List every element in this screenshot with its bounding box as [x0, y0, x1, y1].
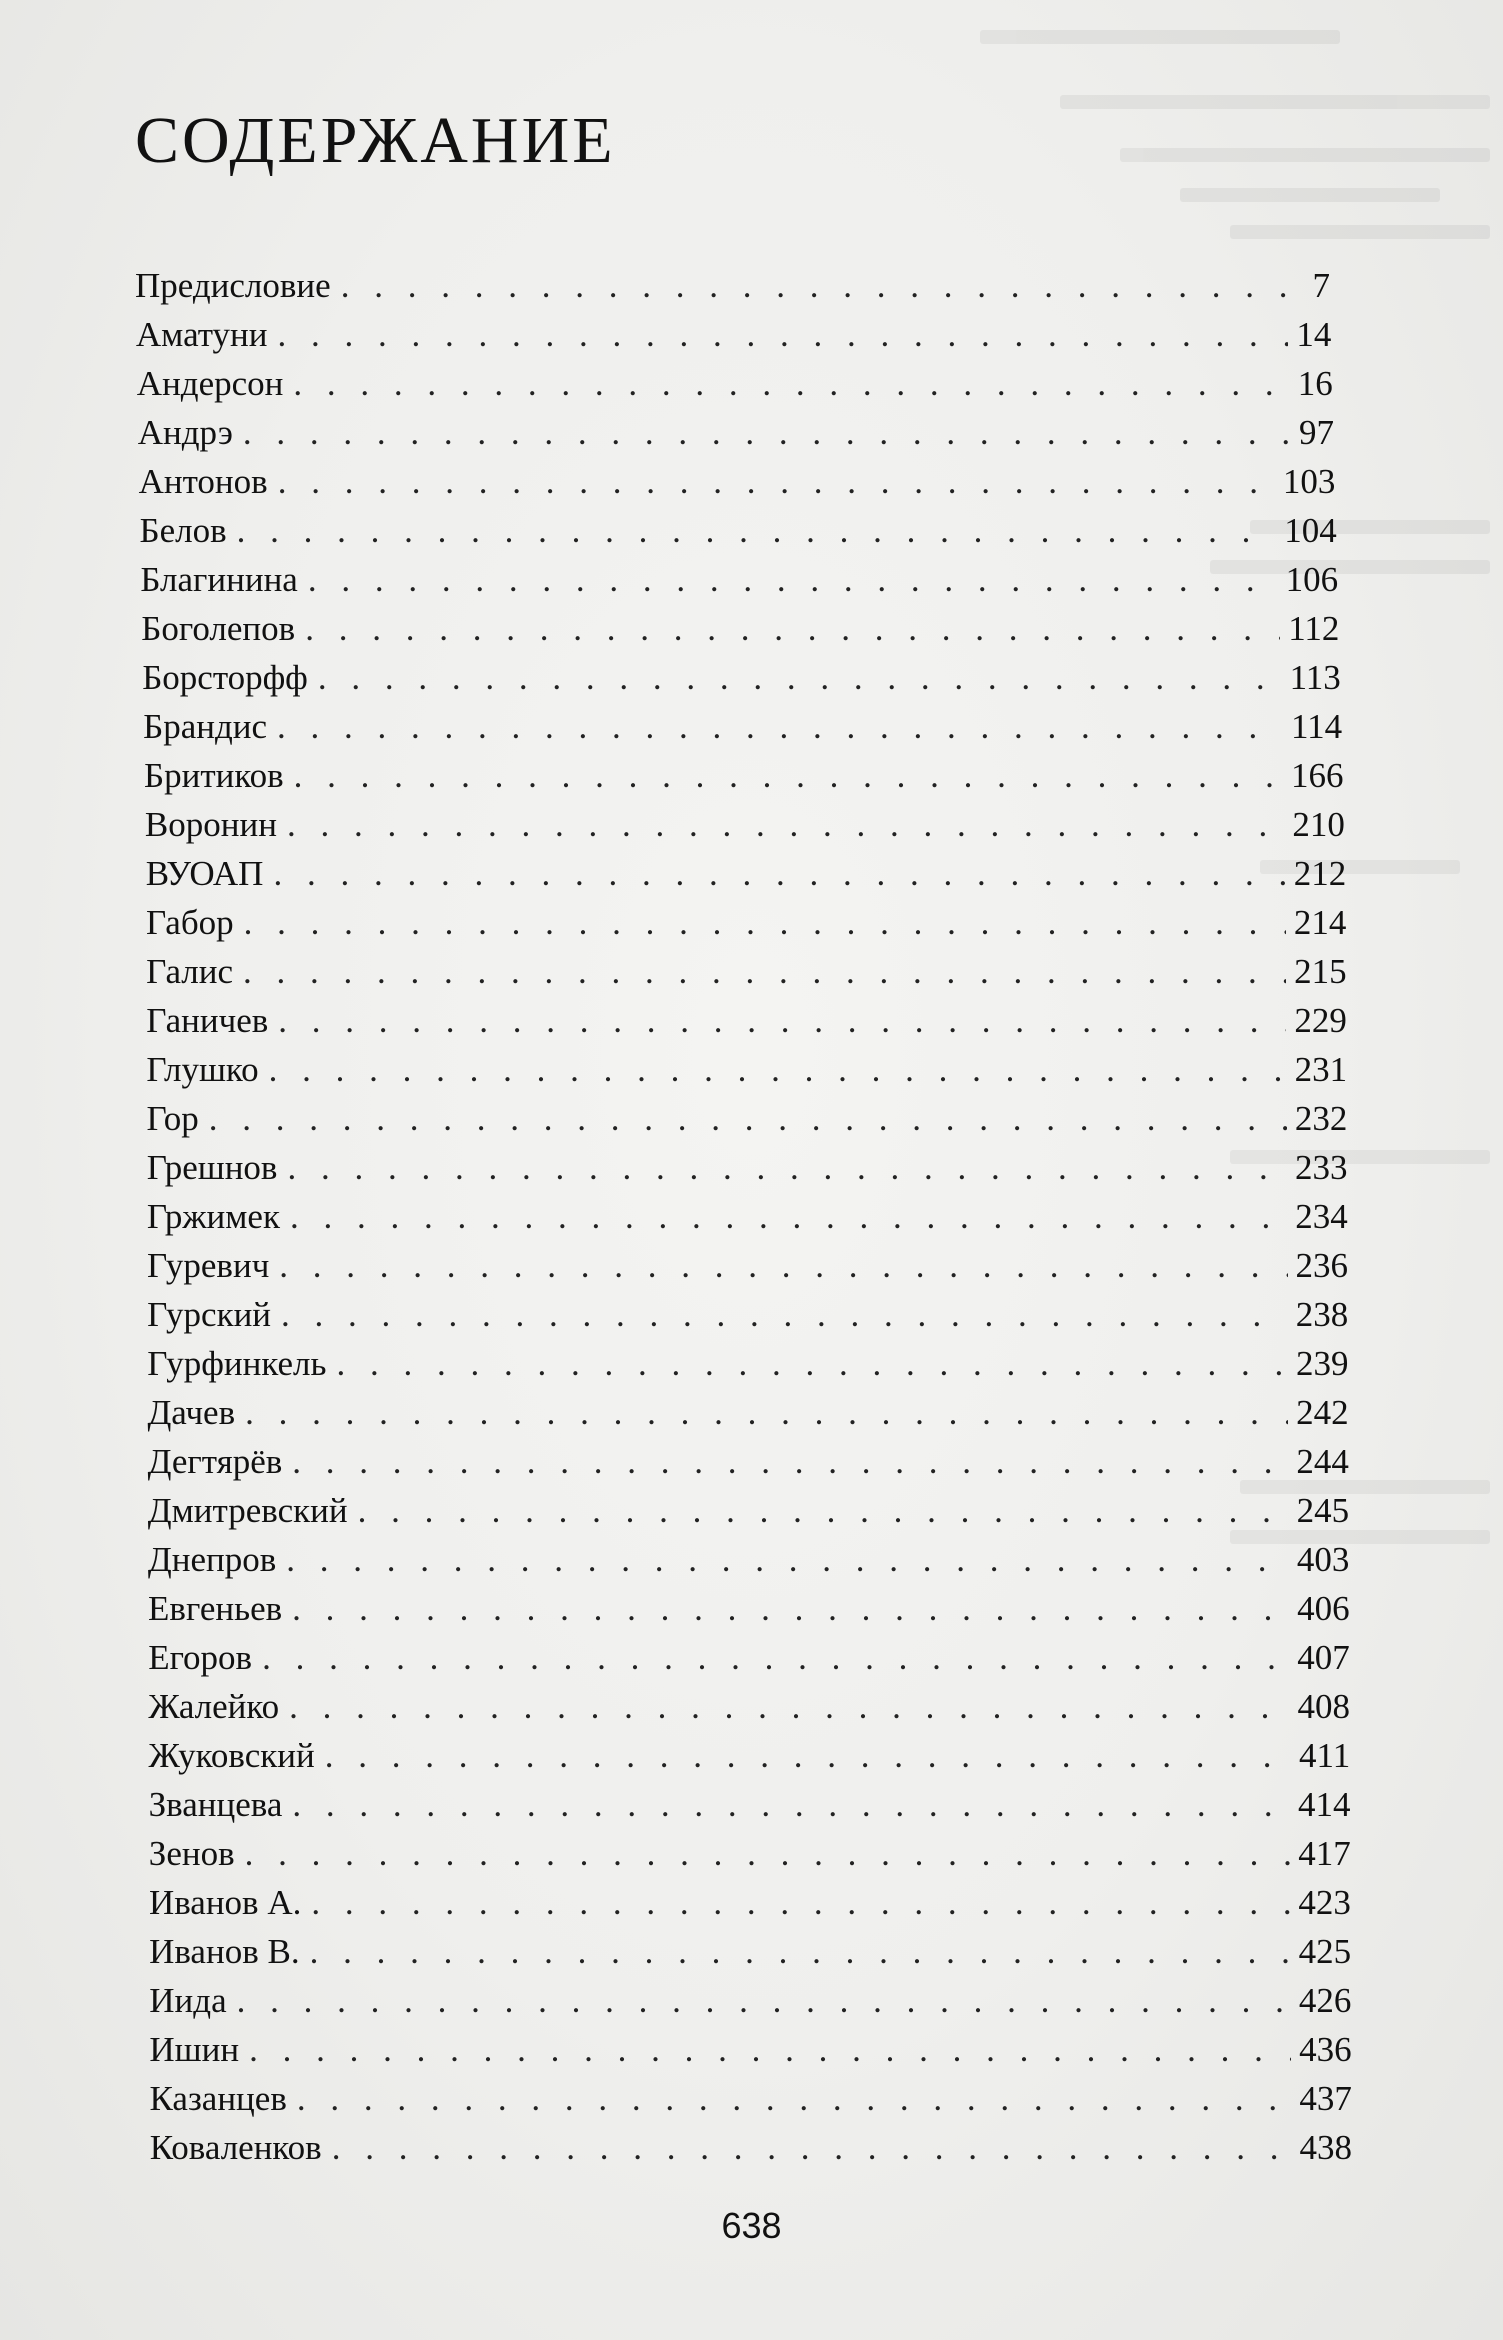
- toc-leader-dots: [237, 1977, 1291, 2025]
- toc-leader-dots: [262, 1634, 1289, 1682]
- toc-entry-page: 425: [1298, 1932, 1352, 1971]
- toc-entry: [146, 948, 1347, 996]
- toc-entry: [150, 2075, 1352, 2123]
- toc-entry-name: ВУОАП: [145, 854, 264, 893]
- toc-entry: [150, 2124, 1352, 2172]
- toc-entry-page: 238: [1295, 1295, 1349, 1334]
- toc-leader-dots: [279, 1242, 1287, 1290]
- toc-entry-name: Воронин: [144, 805, 277, 844]
- toc-entry-name: Евгеньев: [148, 1589, 283, 1628]
- toc-leader-dots: [294, 752, 1283, 800]
- toc-entry-name: Предисловие: [135, 266, 331, 305]
- toc-entry-name: Егоров: [148, 1638, 253, 1677]
- toc-entry: [147, 1291, 1348, 1339]
- toc-entry-name: Дачев: [147, 1393, 236, 1432]
- toc-entry-page: 417: [1298, 1834, 1351, 1873]
- toc-leader-dots: [243, 948, 1286, 996]
- toc-entry-name: Глушко: [146, 1050, 259, 1089]
- toc-leader-dots: [243, 409, 1291, 457]
- toc-entry: [135, 262, 1330, 310]
- toc-entry-name: Званцева: [148, 1785, 283, 1824]
- toc-entry-page: 406: [1297, 1589, 1350, 1628]
- toc-leader-dots: [209, 1095, 1287, 1143]
- toc-entry: [139, 458, 1336, 506]
- toc-entry-name: Дегтярёв: [147, 1442, 283, 1481]
- toc-entry-name: Днепров: [147, 1540, 277, 1579]
- toc-entry-page: 215: [1294, 952, 1347, 991]
- toc-entry-page: 229: [1294, 1001, 1347, 1040]
- toc-entry-name: Бритиков: [144, 756, 284, 795]
- toc-leader-dots: [297, 2075, 1291, 2123]
- toc-entry-name: Гурский: [147, 1295, 272, 1334]
- toc-leader-dots: [289, 1683, 1289, 1731]
- toc-entry-page: 437: [1299, 2079, 1352, 2118]
- toc-entry-page: 104: [1284, 511, 1337, 550]
- toc-entry-page: 245: [1296, 1491, 1350, 1530]
- toc-entry-name: Коваленков: [149, 2128, 322, 2167]
- toc-entry: [146, 1046, 1347, 1094]
- toc-entry-name: Иванов В.: [149, 1932, 300, 1971]
- toc-entry-name: Борсторфф: [142, 658, 308, 697]
- toc-entry: [147, 1242, 1348, 1290]
- toc-leader-dots: [273, 850, 1285, 898]
- toc-entry-name: Габор: [145, 903, 234, 942]
- toc-entry-name: Аматуни: [135, 315, 268, 354]
- toc-entry-name: Иида: [149, 1981, 227, 2020]
- toc-entry-page: 436: [1299, 2030, 1352, 2069]
- toc-entry: [149, 1928, 1351, 1976]
- toc-leader-dots: [277, 703, 1283, 751]
- toc-entry-page: 113: [1289, 658, 1341, 697]
- toc-entry: [148, 1634, 1350, 1682]
- toc-entry-page: 438: [1299, 2128, 1353, 2167]
- toc-entry-name: Благинина: [140, 560, 298, 599]
- toc-leader-dots: [305, 605, 1280, 653]
- toc-entry-page: 239: [1295, 1344, 1349, 1383]
- toc-entry: [146, 850, 1346, 898]
- toc-entry: [138, 409, 1334, 457]
- toc-entry-page: 233: [1295, 1148, 1348, 1187]
- toc-leader-dots: [237, 507, 1277, 555]
- toc-leader-dots: [325, 1732, 1291, 1780]
- toc-leader-dots: [281, 1291, 1288, 1339]
- toc-entry-page: 403: [1296, 1540, 1350, 1579]
- toc-leader-dots: [311, 1879, 1290, 1927]
- toc-entry-page: 166: [1291, 756, 1344, 795]
- toc-entry: [149, 1732, 1351, 1780]
- toc-entry-page: 236: [1295, 1246, 1348, 1285]
- toc-leader-dots: [286, 1536, 1289, 1584]
- toc-leader-dots: [308, 556, 1278, 604]
- toc-entry-page: 408: [1297, 1687, 1351, 1726]
- toc-entry: [146, 997, 1347, 1045]
- toc-entry-page: 106: [1285, 560, 1339, 599]
- toc-leader-dots: [336, 1340, 1288, 1388]
- toc-entry-page: 414: [1297, 1785, 1351, 1824]
- toc-leader-dots: [245, 1830, 1291, 1878]
- toc-entry-page: 411: [1299, 1736, 1351, 1775]
- toc-entry-name: Гурфинкель: [147, 1344, 327, 1383]
- toc-leader-dots: [278, 311, 1289, 359]
- toc-entry-page: 234: [1295, 1197, 1348, 1236]
- toc-entry: [149, 1977, 1351, 2025]
- toc-leader-dots: [292, 1781, 1290, 1829]
- toc-entry-page: 242: [1296, 1393, 1349, 1432]
- toc-entry-name: Ганичев: [146, 1001, 269, 1040]
- toc-entry-page: 14: [1296, 315, 1332, 354]
- toc-entry-name: Жалейко: [148, 1687, 280, 1726]
- toc-entry-page: 112: [1288, 609, 1340, 648]
- toc-leader-dots: [358, 1487, 1289, 1535]
- toc-entry: [148, 1438, 1349, 1486]
- toc-leader-dots: [287, 801, 1284, 849]
- toc-entry-page: 114: [1290, 707, 1343, 746]
- toc-entry: [144, 752, 1344, 800]
- toc-leader-dots: [278, 997, 1286, 1045]
- toc-entry-name: Галис: [146, 952, 234, 991]
- toc-leader-dots: [332, 2124, 1292, 2172]
- toc-entry: [136, 311, 1331, 359]
- toc-entry: [149, 1830, 1351, 1878]
- toc-leader-dots: [341, 262, 1305, 310]
- toc-entry-name: Гржимек: [146, 1197, 280, 1236]
- toc-entry: [149, 1781, 1351, 1829]
- toc-leader-dots: [290, 1193, 1287, 1241]
- toc-leader-dots: [269, 1046, 1287, 1094]
- toc-leader-dots: [292, 1585, 1289, 1633]
- toc-entry-name: Дмитревский: [147, 1491, 348, 1530]
- toc-entry-page: 16: [1297, 364, 1333, 403]
- toc-entry-name: Гор: [146, 1099, 199, 1138]
- toc-leader-dots: [244, 899, 1286, 947]
- toc-entry: [142, 654, 1341, 702]
- toc-entry-name: Казанцев: [149, 2079, 287, 2118]
- toc-entry-name: Ишин: [149, 2030, 240, 2069]
- toc-entry-name: Белов: [139, 511, 227, 550]
- toc-entry: [137, 360, 1333, 408]
- page-title: СОДЕРЖАНИЕ: [135, 104, 616, 177]
- toc-entry-page: 407: [1297, 1638, 1350, 1677]
- toc-entry: [146, 899, 1346, 947]
- toc-entry-page: 97: [1299, 413, 1335, 452]
- toc-entry-page: 426: [1298, 1981, 1352, 2020]
- toc-entry-page: 232: [1294, 1099, 1348, 1138]
- toc-entry-name: Жуковский: [148, 1736, 315, 1775]
- toc-entry: [149, 2026, 1351, 2074]
- toc-entry: [143, 703, 1342, 751]
- toc-entry: [147, 1095, 1348, 1143]
- toc-leader-dots: [249, 2026, 1291, 2074]
- toc-entry: [148, 1487, 1349, 1535]
- toc-entry: [147, 1193, 1348, 1241]
- toc-leader-dots: [293, 360, 1289, 408]
- toc-entry-name: Боголепов: [141, 609, 296, 648]
- toc-entry-name: Грешнов: [146, 1148, 278, 1187]
- toc-entry-page: 210: [1292, 805, 1345, 844]
- toc-entry-page: 244: [1296, 1442, 1349, 1481]
- toc-leader-dots: [245, 1389, 1288, 1437]
- toc-leader-dots: [292, 1438, 1288, 1486]
- toc-entry-page: 231: [1294, 1050, 1348, 1089]
- toc-entry: [140, 556, 1338, 604]
- toc-entry: [148, 1536, 1349, 1584]
- toc-entry-name: Андрэ: [137, 413, 233, 452]
- toc-entry-page: 7: [1312, 266, 1330, 305]
- toc-entry-name: Гуревич: [147, 1246, 270, 1285]
- toc-entry: [140, 507, 1337, 555]
- toc-entry-name: Андерсон: [136, 364, 284, 403]
- toc-leader-dots: [318, 654, 1282, 702]
- toc-entry: [147, 1389, 1348, 1437]
- toc-entry-page: 103: [1282, 462, 1336, 501]
- toc-entry-name: Зенов: [148, 1834, 235, 1873]
- toc-entry-name: Брандис: [143, 707, 268, 746]
- toc-entry: [148, 1683, 1350, 1731]
- toc-entry-name: Антонов: [138, 462, 268, 501]
- toc-leader-dots: [310, 1928, 1291, 1976]
- toc-entry: [147, 1144, 1348, 1192]
- toc-entry-name: Иванов А.: [148, 1883, 302, 1922]
- toc-entry: [147, 1340, 1348, 1388]
- toc-entry-page: 212: [1293, 854, 1347, 893]
- toc-entry: [145, 801, 1345, 849]
- toc-entry-page: 214: [1293, 903, 1347, 942]
- toc-leader-dots: [278, 458, 1275, 506]
- toc-entry: [149, 1879, 1351, 1927]
- toc-leader-dots: [287, 1144, 1287, 1192]
- toc-entry: [148, 1585, 1350, 1633]
- toc-entry: [141, 605, 1339, 653]
- toc-entry-page: 423: [1298, 1883, 1351, 1922]
- page-number: 638: [721, 2205, 782, 2246]
